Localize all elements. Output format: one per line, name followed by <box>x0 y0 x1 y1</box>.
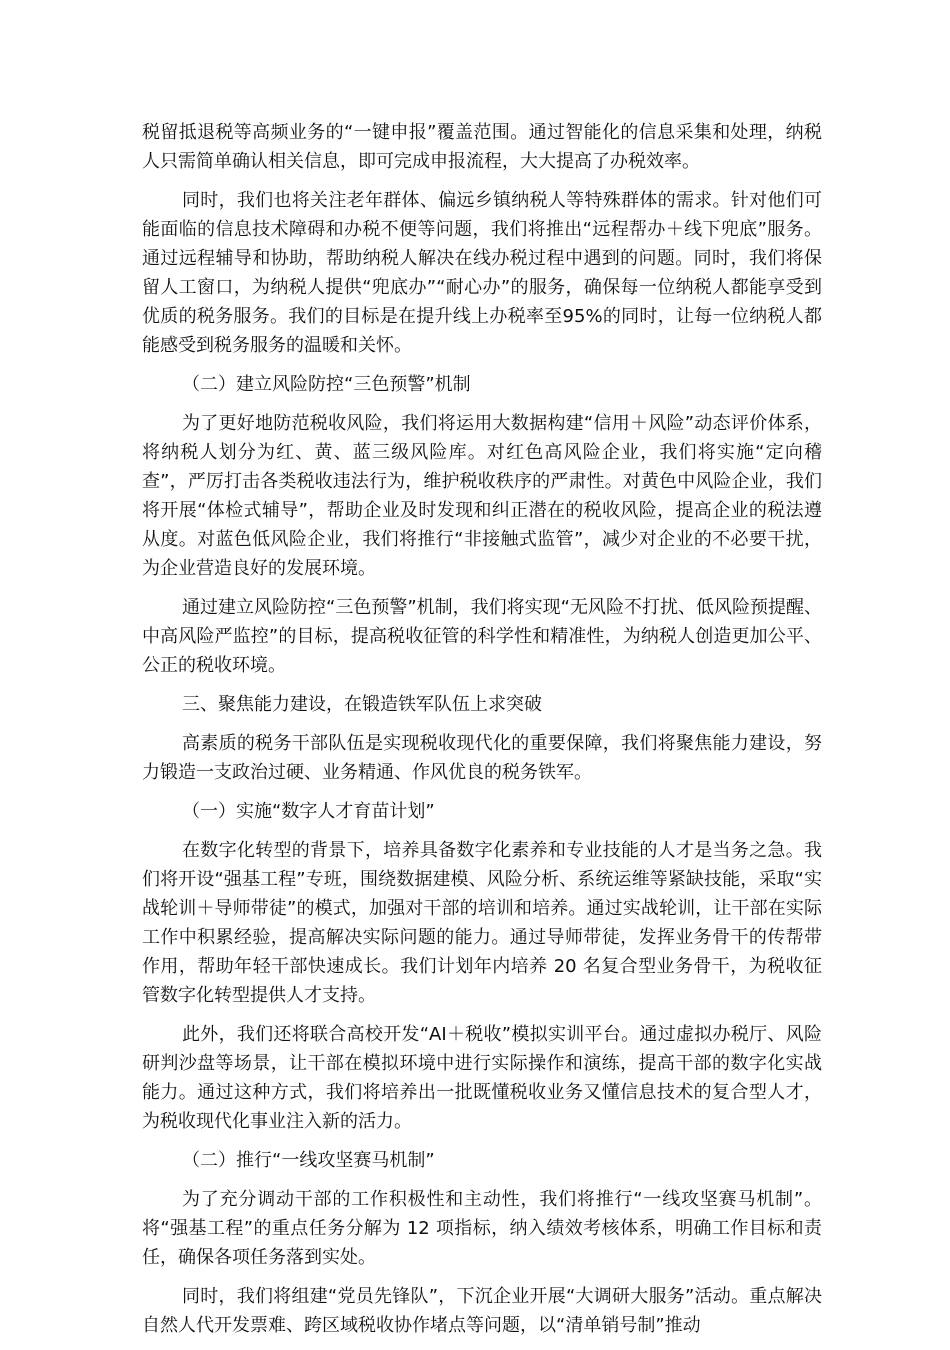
section-heading-digital-talent: （一）实施“数字人才育苗计划” <box>182 801 435 822</box>
paragraph-5: 高素质的税务干部队伍是实现税收现代化的重要保障，我们将聚焦能力建设，努力锻造一支政治过硬、业务精通、作风优良的税务铁军。 <box>142 733 822 783</box>
paragraph-3: 为了更好地防范税收风险，我们将运用大数据构建“信用＋风险”动态评价体系，将纳税人划分为红、黄、蓝三级风险库。对红色高风险企业，我们将实施“定向稽查”，严厉打击各类税收违法行为，维护税收秩序的严肃性。对黄色中风险企业，我们将开展“体检式辅导”，帮助企业及时发现和纠正潜在的税收风险，提高企业的税法遵从度。对蓝色低风险企业，我们将推行“非接触式监管”，减少对企业的不必要干扰，为企业营造良好的发展环境。 <box>142 413 822 579</box>
section-heading-frontline: （二）推行“一线攻坚赛马机制” <box>182 1150 435 1171</box>
paragraph-1: 税留抵退税等高频业务的“一键申报”覆盖范围。通过智能化的信息采集和处理，纳税人只需简单确认相关信息，即可完成申报流程，大大提高了办税效率。 <box>142 122 822 172</box>
paragraph-9: 同时，我们将组建“党员先锋队”，下沉企业开展“大调研大服务”活动。重点解决自然人代开发票难、跨区域税收协作堵点等问题，以“清单销号制”推动 <box>142 1286 822 1336</box>
paragraph-8: 为了充分调动干部的工作积极性和主动性，我们将推行“一线攻坚赛马机制”。将“强基工程”的重点任务分解为 12 项指标，纳入绩效考核体系，明确工作目标和责任，确保各项任务落到实处。 <box>142 1189 822 1268</box>
section-heading-risk-warning: （二）建立风险防控“三色预警”机制 <box>182 374 471 395</box>
paragraph-6: 在数字化转型的背景下，培养具备数字化素养和专业技能的人才是当务之急。我们将开设“强基工程”专班，围绕数据建模、风险分析、系统运维等紧缺技能，采取“实战轮训＋导师带徒”的模式，加强对干部的培训和培养。通过实战轮训，让干部在实际工作中积累经验，提高解决实际问题的能力。通过导师带徒，发挥业务骨干的传帮带作用，帮助年轻干部快速成长。我们计划年内培养 20 名复合型业务骨干，为税收征管数字化转型提供人才支持。 <box>142 840 822 1006</box>
paragraph-7: 此外，我们还将联合高校开发“AI＋税收”模拟实训平台。通过虚拟办税厅、风险研判沙盘等场景，让干部在模拟环境中进行实际操作和演练，提高干部的数字化实战能力。通过这种方式，我们将培养出一批既懂税收业务又懂信息技术的复合型人才，为税收现代化事业注入新的活力。 <box>142 1024 822 1132</box>
paragraph-2: 同时，我们也将关注老年群体、偏远乡镇纳税人等特殊群体的需求。针对他们可能面临的信息技术障碍和办税不便等问题，我们将推出“远程帮办＋线下兜底”服务。通过远程辅导和协助，帮助纳税人解决在线办税过程中遇到的问题。同时，我们将保留人工窗口，为纳税人提供“兜底办”“耐心办”的服务，确保每一位纳税人都能享受到优质的税务服务。我们的目标是在提升线上办税率至95%的同时，让每一位纳税人都能感受到税务服务的温暖和关怀。 <box>142 190 822 356</box>
section-heading-capability: 三、聚焦能力建设，在锻造铁军队伍上求突破 <box>182 694 542 715</box>
document-page <box>142 118 822 1350</box>
paragraph-4: 通过建立风险防控“三色预警”机制，我们将实现“无风险不打扰、低风险预提醒、中高风险严监控”的目标，提高税收征管的科学性和精准性，为纳税人创造更加公平、公正的税收环境。 <box>142 597 822 676</box>
